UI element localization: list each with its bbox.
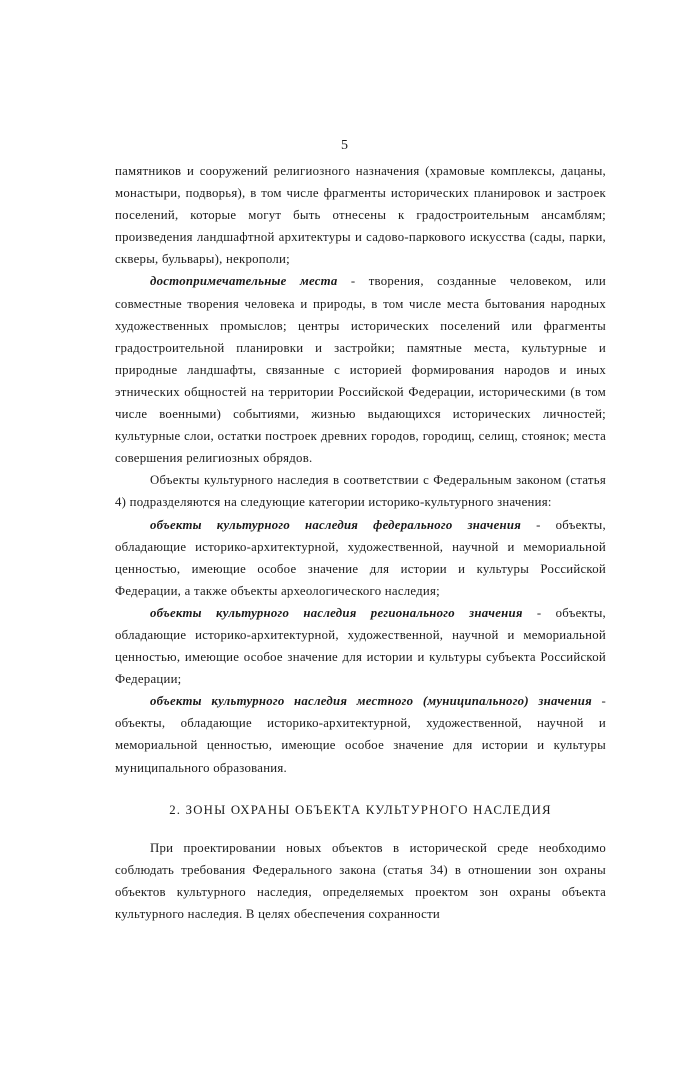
paragraph-regional — [115, 602, 606, 690]
definition-local: - объекты, обладающие историко-архитектурной, художественной, научной и мемориальной ценностью, имеющие особое значение для истории и культуры муниципального образования. — [115, 694, 606, 775]
definition-regional: - объекты, обладающие историко-архитектурной, художественной, научной и мемориальной ценностью, имеющие особое значение для истории и культуры субъекта Российской Федерации; — [115, 605, 606, 687]
definition-federal: - объекты, обладающие историко-архитектурной, художественной, научной и мемориальной ценностью, имеющие особое значение для истории и культуры Российской Федерации, а также объекты археологического наследия; — [115, 517, 606, 598]
paragraph-landmarks — [115, 270, 606, 469]
term-federal: объекты культурного наследия федерального значения — [150, 517, 522, 532]
paragraph-protection-zones: При проектировании новых объектов в исторической среде необходимо соблюдать требования Федерального закона (статья 34) в отношении зон охраны объектов культурного наследия, определяемых проектом зон охраны объекта культурного наследия. В целях обеспечения сохранности — [115, 840, 606, 921]
section-heading: 2. ЗОНЫ ОХРАНЫ ОБЪЕКТА КУЛЬТУРНОГО НАСЛЕДИЯ — [169, 802, 552, 817]
definition-landmarks: - творения, созданные человеком, или совместные творения человека и природы, в том числе места бытования народных художественных промыслов; центры исторических поселений или фрагменты градостроительной планировки и застройки; памятные места, культурные и природные ландшафты, связанные с историей формирования народов и иных этнических общностей на территории Российской Федерации, историческими (в том числе военными) событиями, жизнью выдающихся исторических личностей; культурные слои, остатки построек древних городов, городищ, селищ, стоянок; места совершения религиозных обрядов. — [115, 274, 606, 466]
term-local: объекты культурного наследия местного (муниципального) значения — [150, 694, 592, 709]
term-landmarks: достопримечательные места — [150, 274, 338, 289]
paragraph-categories: Объекты культурного наследия в соответствии с Федеральным законом (статья 4) подразделяются на следующие категории историко-культурного значения: — [115, 473, 606, 510]
document-body — [115, 160, 606, 925]
page-number: 5 — [341, 138, 348, 153]
term-regional: объекты культурного наследия регионального значения — [150, 605, 523, 620]
paragraph-religious-objects: памятников и сооружений религиозного назначения (храмовые комплексы, дацаны, монастыри, подворья), в том числе фрагменты исторических планировок и застроек поселений, которые могут быть отнесены к градостроительным ансамблям; произведения ландшафтной архитектуры и садово-паркового искусства (сады, парки, скверы, бульвары), некрополи; — [115, 164, 606, 267]
paragraph-local — [115, 690, 606, 778]
paragraph-federal — [115, 514, 606, 602]
